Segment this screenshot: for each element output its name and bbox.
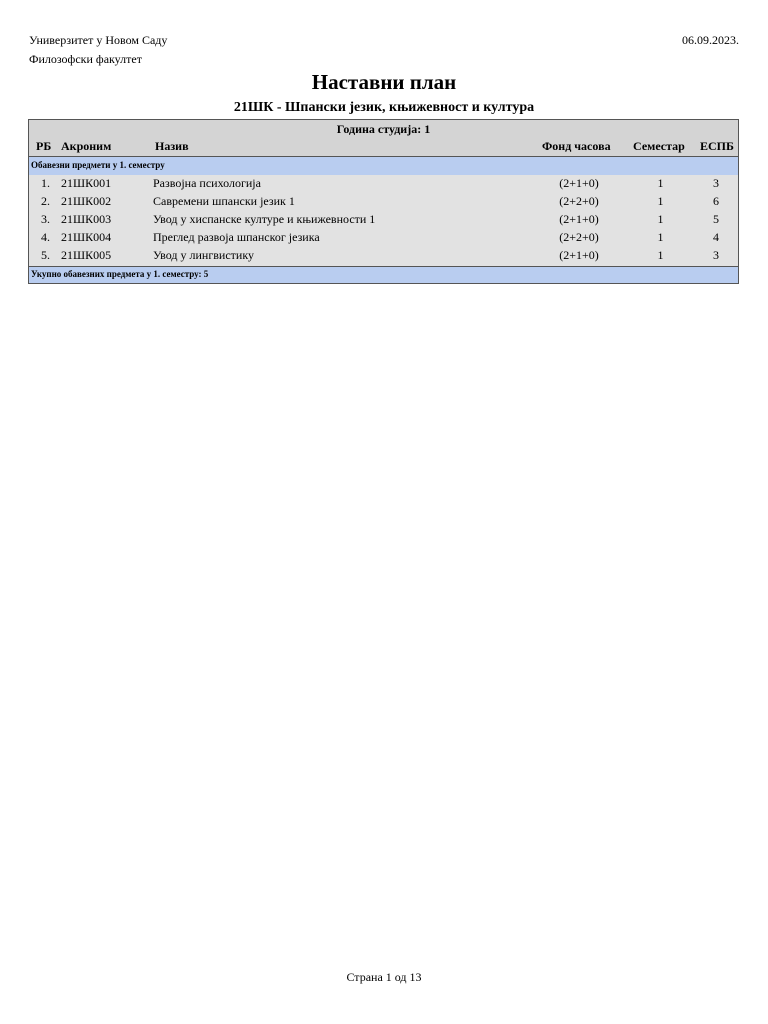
cell-acronym: 21ШК003	[61, 212, 112, 226]
curriculum-table	[28, 119, 739, 284]
cell-fond: (2+2+0)	[559, 194, 599, 208]
table-row	[29, 211, 738, 229]
year-title: Година студија: 1	[336, 122, 431, 136]
faculty-name: Филозофски факултет	[29, 52, 142, 66]
university-name: Универзитет у Новом Саду	[29, 33, 168, 47]
cell-rb: 1.	[41, 176, 50, 190]
cell-acronym: 21ШК002	[61, 194, 112, 208]
cell-semester: 1	[657, 176, 664, 190]
cell-name: Преглед развоја шпанског језика	[153, 230, 320, 244]
cell-acronym: 21ШК004	[61, 230, 112, 244]
report-date: 06.09.2023.	[682, 33, 739, 47]
cell-name: Увод у хиспанске културе и књижевности 1	[153, 212, 376, 226]
cell-espb: 3	[713, 248, 719, 262]
table-row	[29, 175, 738, 193]
semester-total-row	[29, 267, 738, 283]
cell-fond: (2+1+0)	[559, 248, 599, 262]
cell-espb: 3	[713, 176, 719, 190]
cell-acronym: 21ШК001	[61, 176, 112, 190]
cell-acronym: 21ШК005	[61, 248, 112, 262]
table-row	[29, 193, 738, 211]
cell-semester: 1	[657, 212, 664, 226]
semester-section-header	[29, 157, 738, 175]
cell-fond: (2+2+0)	[559, 230, 599, 244]
cell-espb: 4	[713, 230, 719, 244]
cell-semester: 1	[657, 248, 664, 262]
column-header-name: Назив	[155, 139, 189, 153]
semester-total-label: Укупно обавезних предмета у 1. семестру: 5	[31, 269, 209, 279]
cell-rb: 4.	[41, 230, 50, 244]
table-row	[29, 229, 738, 247]
column-header-espb: ЕСПБ	[700, 139, 734, 153]
cell-name: Развојна психологија	[153, 176, 261, 190]
cell-rb: 2.	[41, 194, 50, 208]
semester-section-label: Обавезни предмети у 1. семестру	[31, 160, 165, 170]
table-row	[29, 247, 738, 265]
cell-rb: 3.	[41, 212, 50, 226]
cell-name: Увод у лингвистику	[153, 248, 254, 262]
year-header	[29, 120, 738, 157]
cell-rb: 5.	[41, 248, 50, 262]
cell-fond: (2+1+0)	[559, 212, 599, 226]
column-header-acronym: Акроним	[61, 139, 112, 153]
table-body	[29, 175, 738, 267]
page-number: Страна 1 од 13	[346, 970, 422, 984]
page-subtitle: 21ШК - Шпански језик, књижевност и култура	[233, 100, 535, 115]
column-header-semester: Семестар	[633, 139, 685, 153]
cell-espb: 6	[713, 194, 719, 208]
cell-semester: 1	[657, 194, 664, 208]
column-header-fond: Фонд часова	[542, 139, 611, 153]
page-title: Наставни план	[311, 70, 457, 94]
column-header-rb: РБ	[36, 139, 52, 153]
cell-fond: (2+1+0)	[559, 176, 599, 190]
cell-name: Савремени шпански језик 1	[153, 194, 295, 208]
cell-semester: 1	[657, 230, 664, 244]
cell-espb: 5	[713, 212, 719, 226]
